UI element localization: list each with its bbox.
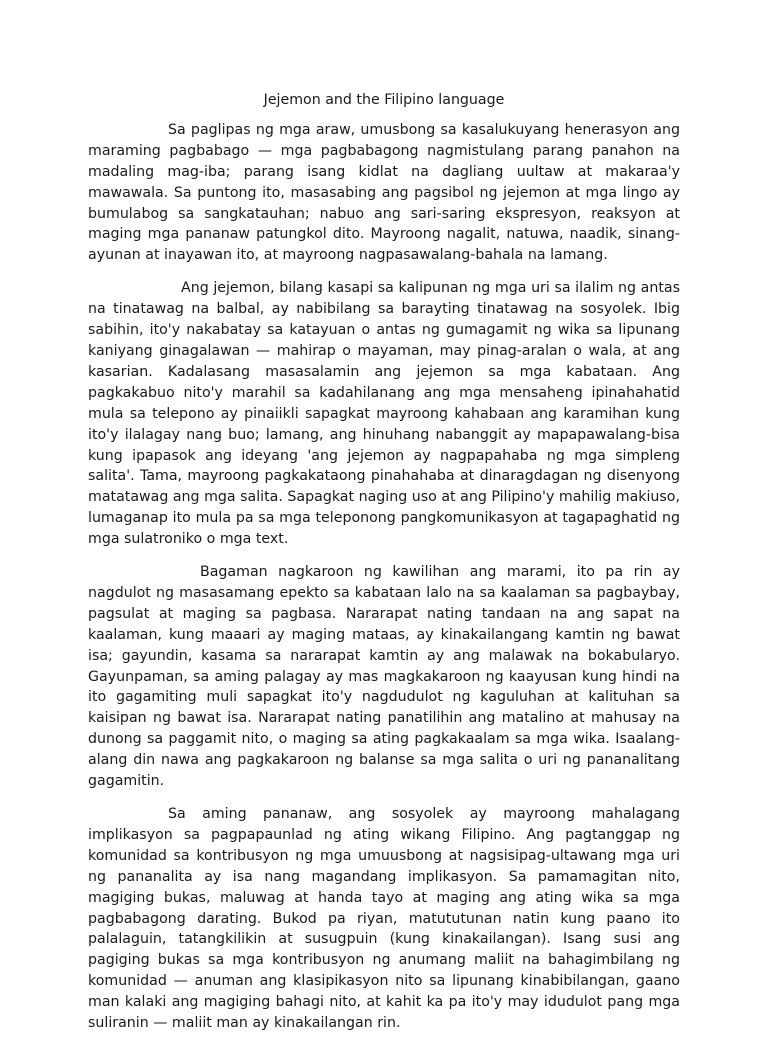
document-page	[88, 90, 680, 1046]
document-title: Jejemon and the Filipino language	[263, 92, 505, 108]
paragraph-3: Bagaman nagkaroon ng kawilihan ang marami, ito pa rin ay nagdulot ng masasamang epekto sa kabataan lalo na sa kaalaman sa pagbaybay, pagsulat at maging sa pagbasa. Nararapat nating tandaan na ang sapat na kaalaman, kung maaari ay maging mataas, ay kinakailangang kamtin ng bawat isa; gayundin, kasama sa nararapat kamtin ay ang malawak na bokabularyo. Gayunpaman, sa aming palagay ay mas magkakaroon ng kaayusan kung hindi na ito gagamiting muli sapagkat ito'y nagdudulot ng kaguluhan at kalituhan sa kaisipan ng bawat isa. Nararapat nating panatilihin ang matalino at mahusay na dunong sa paggamit nito, o maging sa ating pagkakaalam sa mga wika. Isaalang-alang din nawa ang pagkakaroon ng balanse sa mga salita o uri ng pananalitang gagamitin.	[88, 564, 680, 790]
paragraph-2: Ang jejemon, bilang kasapi sa kalipunan ng mga uri sa ilalim ng antas na tinatawag na balbal, ay nabibilang sa barayting tinatawag na sosyolek. Ibig sabihin, ito'y nakabatay sa katayuan o antas ng gumagamit ng wika sa lipunang kaniyang ginagalawan — mahirap o mayaman, may pinag-aralan o wala, at ang kasarian. Kadalasang masasalamin ang jejemon sa mga kabataan. Ang pagkakabuo nito'y marahil sa kadahilanang ang mga mensaheng ipinahahatid mula sa telepono ay pinaiikli sapagkat mayroong kahabaan ang karamihan kung ito'y ilalagay nang buo; lamang, ang hinuhang nabanggit ay mapapawalang-bisa kung ipapasok ang ideyang 'ang jejemon ay nagpapahaba ng mga simpleng salita'. Tama, mayroong pagkakataong pinahahaba at dinaragdagan ng disenyong matatawag ang mga salita. Sapagkat naging uso at ang Pilipino'y mahilig makiuso, lumaganap ito mula pa sa mga teleponong pangkomunikasyon at tagapaghatid ng mga sulatroniko o mga text.	[88, 280, 680, 548]
paragraph-1: Sa paglipas ng mga araw, umusbong sa kasalukuyang henerasyon ang maraming pagbabago — mga pagbabagong nagmistulang parang panahon na madaling mag-iba; parang isang kidlat na dagliang uultaw at makaraa'y mawawala. Sa puntong ito, masasabing ang pagsibol ng jejemon at mga lingo ay bumulabog sa sangkatauhan; nabuo ang sari-saring ekspresyon, reaksyon at maging mga pananaw patungkol dito. Mayroong nagalit, natuwa, naadik, sinang-ayunan at inayawan ito, at mayroong nagpasawalang-bahala na lamang.	[88, 121, 680, 264]
paragraph-4: Sa aming pananaw, ang sosyolek ay mayroong mahalagang implikasyon sa pagpapaunlad ng ating wikang Filipino. Ang pagtanggap ng komunidad sa kontribusyon ng mga umuusbong at nagsisipag-ultawang mga uri ng pananalita ay isa nang magandang implikasyon. Sa pamamagitan nito, magiging bukas, maluwag at handa tayo at maging ang ating wika sa mga pagbabagong darating. Bukod pa riyan, matututunan natin kung paano ito palalaguin, tatangkilikin at susugpuin (kung kinakailangan). Isang susi ang pagiging bukas sa mga kontribusyon ng anumang maliit na bahagimbilang ng komunidad — anuman ang klasipikasyon nito sa lipunang kinabibilangan, gaano man kalaki ang magiging bahagi nito, at kahit ka pa ito'y may idudulot pang mga suliranin — maliit man ay kinakailangan rin.	[88, 806, 680, 1032]
